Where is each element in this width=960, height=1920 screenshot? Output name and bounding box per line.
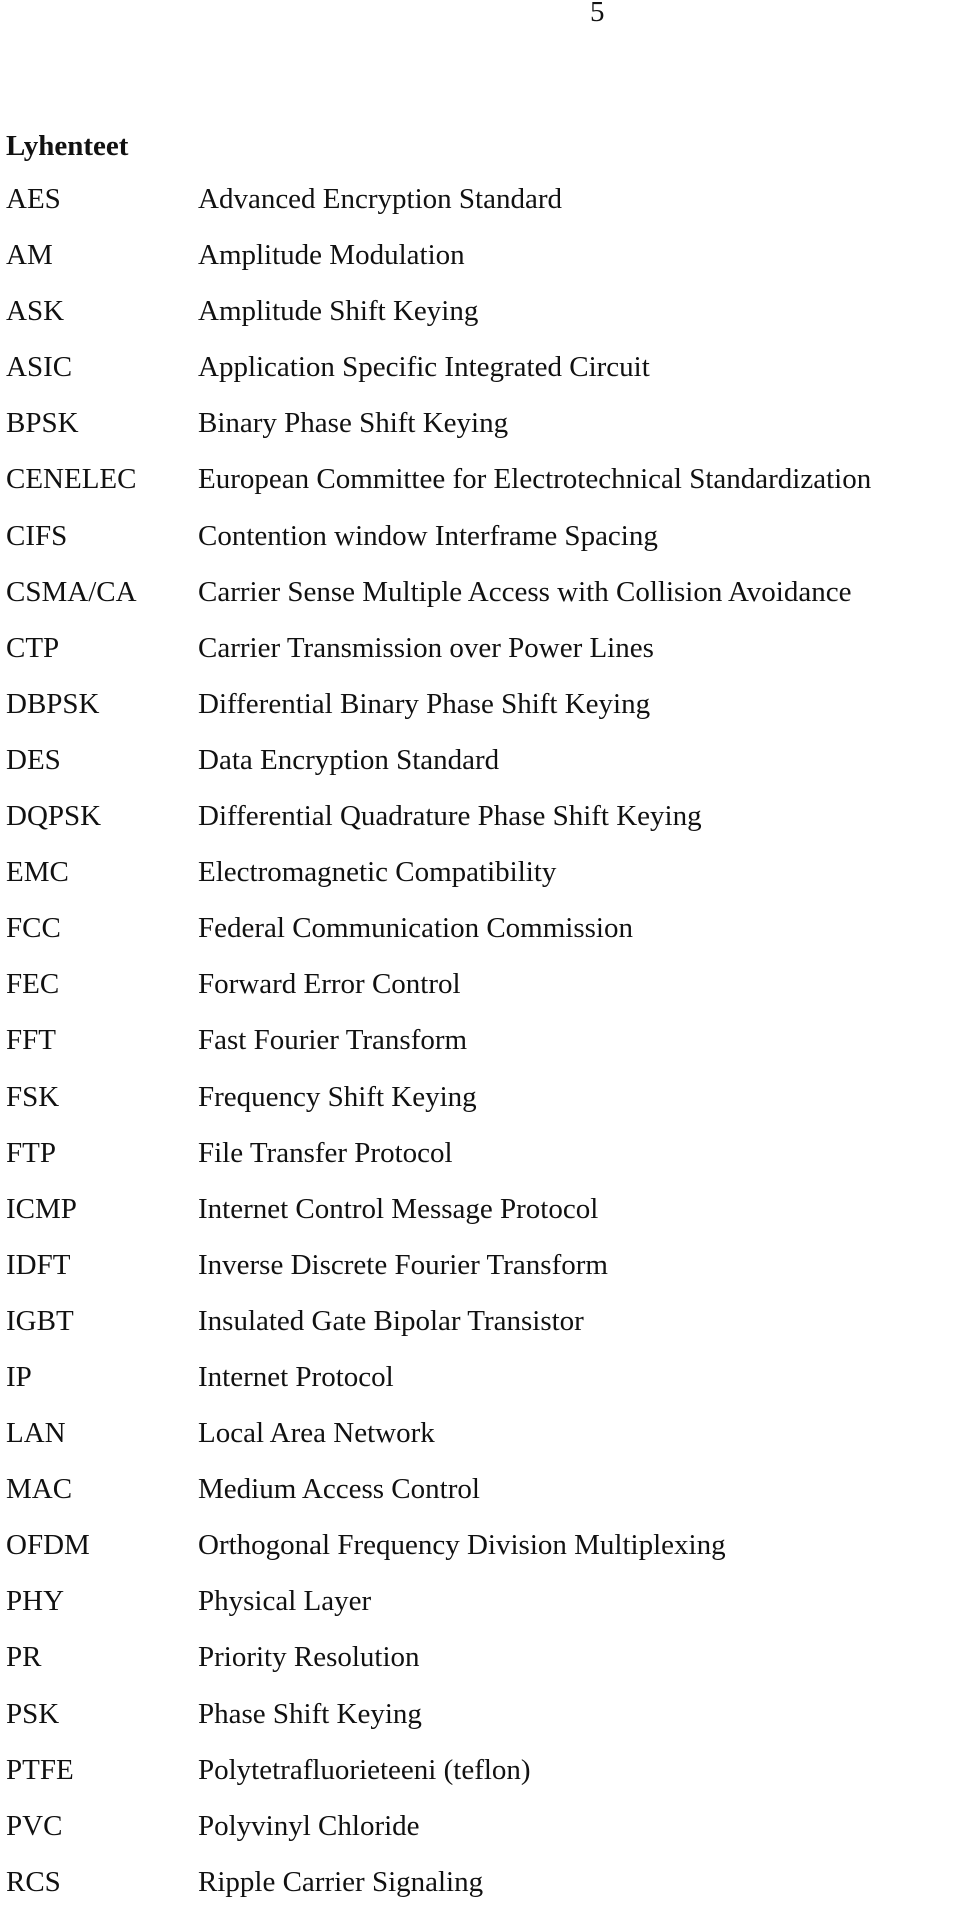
abbreviation-row — [6, 1527, 956, 1583]
abbreviation-definition: Local Area Network — [198, 1417, 435, 1450]
abbreviation-row — [6, 1247, 956, 1303]
abbreviation-definition: Electromagnetic Compatibility — [198, 856, 557, 889]
abbreviation-term: LAN — [6, 1417, 66, 1450]
abbreviation-term: PVC — [6, 1809, 63, 1842]
abbreviation-term: BPSK — [6, 407, 79, 440]
abbreviation-term: ASIC — [6, 351, 73, 384]
abbreviation-row — [6, 910, 956, 966]
abbreviation-definition: Orthogonal Frequency Division Multiplexing — [198, 1529, 726, 1562]
abbreviation-definition: Physical Layer — [198, 1585, 372, 1618]
abbreviation-row — [6, 518, 956, 574]
abbreviation-definition: Priority Resolution — [198, 1641, 420, 1674]
abbreviation-definition: Federal Communication Commission — [198, 912, 633, 945]
abbreviation-row — [6, 686, 956, 742]
abbreviation-term: RCS — [6, 1865, 61, 1898]
abbreviation-term: FTP — [6, 1136, 56, 1169]
abbreviation-row — [6, 742, 956, 798]
abbreviation-row — [6, 630, 956, 686]
abbreviation-list — [6, 181, 956, 1920]
abbreviation-row — [6, 1808, 956, 1864]
abbreviation-row — [6, 966, 956, 1022]
abbreviation-row — [6, 854, 956, 910]
abbreviation-term: ICMP — [6, 1192, 77, 1225]
abbreviation-term: DES — [6, 743, 61, 776]
abbreviation-row — [6, 1022, 956, 1078]
abbreviation-term: IP — [6, 1360, 32, 1393]
abbreviation-row — [6, 1864, 956, 1920]
abbreviation-row — [6, 1639, 956, 1695]
abbreviation-row — [6, 1079, 956, 1135]
abbreviation-row — [6, 574, 956, 630]
abbreviation-definition: Fast Fourier Transform — [198, 1024, 468, 1057]
abbreviation-definition: Inverse Discrete Fourier Transform — [198, 1248, 608, 1281]
abbreviation-term: DQPSK — [6, 800, 102, 833]
abbreviation-term: IDFT — [6, 1248, 71, 1281]
abbreviation-row — [6, 1135, 956, 1191]
abbreviation-term: CENELEC — [6, 463, 137, 496]
abbreviation-row — [6, 798, 956, 854]
abbreviation-definition: Carrier Sense Multiple Access with Collision Avoidance — [198, 575, 852, 608]
abbreviation-definition: Contention window Interframe Spacing — [198, 519, 658, 552]
abbreviation-row — [6, 1191, 956, 1247]
abbreviation-term: FFT — [6, 1024, 56, 1057]
abbreviation-row — [6, 1415, 956, 1471]
abbreviation-term: DBPSK — [6, 687, 100, 720]
abbreviation-term: CIFS — [6, 519, 68, 552]
abbreviation-term: MAC — [6, 1473, 73, 1506]
abbreviation-row — [6, 461, 956, 517]
abbreviation-definition: Internet Control Message Protocol — [198, 1192, 599, 1225]
abbreviation-term: AM — [6, 239, 53, 272]
page-number: 5 — [590, 0, 605, 28]
abbreviation-definition: Polytetrafluorieteeni (teflon) — [198, 1753, 531, 1786]
abbreviation-term: EMC — [6, 856, 69, 889]
abbreviation-definition: Insulated Gate Bipolar Transistor — [198, 1304, 584, 1337]
abbreviation-term: FSK — [6, 1080, 60, 1113]
abbreviation-term: CSMA/CA — [6, 575, 137, 608]
abbreviation-row — [6, 1471, 956, 1527]
abbreviation-row — [6, 1583, 956, 1639]
abbreviation-definition: Polyvinyl Chloride — [198, 1809, 420, 1842]
abbreviation-row — [6, 237, 956, 293]
abbreviation-definition: European Committee for Electrotechnical Standardization — [198, 463, 872, 496]
abbreviation-definition: Differential Quadrature Phase Shift Keying — [198, 800, 702, 833]
abbreviation-definition: Amplitude Shift Keying — [198, 295, 479, 328]
abbreviation-term: PSK — [6, 1697, 60, 1730]
abbreviation-term: PR — [6, 1641, 42, 1674]
abbreviation-row — [6, 349, 956, 405]
abbreviation-definition: Carrier Transmission over Power Lines — [198, 631, 654, 664]
abbreviation-term: PHY — [6, 1585, 65, 1618]
abbreviation-term: IGBT — [6, 1304, 74, 1337]
abbreviation-definition: Application Specific Integrated Circuit — [198, 351, 650, 384]
abbreviation-term: CTP — [6, 631, 60, 664]
abbreviation-definition: Differential Binary Phase Shift Keying — [198, 687, 651, 720]
abbreviation-term: FCC — [6, 912, 61, 945]
abbreviation-row — [6, 405, 956, 461]
abbreviation-definition: Binary Phase Shift Keying — [198, 407, 509, 440]
abbreviation-row — [6, 181, 956, 237]
abbreviation-definition: Forward Error Control — [198, 968, 461, 1001]
abbreviation-definition: File Transfer Protocol — [198, 1136, 453, 1169]
abbreviation-row — [6, 1303, 956, 1359]
abbreviation-definition: Amplitude Modulation — [198, 239, 465, 272]
abbreviation-definition: Data Encryption Standard — [198, 743, 500, 776]
abbreviation-row — [6, 293, 956, 349]
abbreviation-term: OFDM — [6, 1529, 90, 1562]
abbreviation-definition: Frequency Shift Keying — [198, 1080, 477, 1113]
abbreviation-definition: Phase Shift Keying — [198, 1697, 422, 1730]
abbreviation-definition: Ripple Carrier Signaling — [198, 1865, 484, 1898]
abbreviation-definition: Internet Protocol — [198, 1360, 394, 1393]
abbreviation-definition: Advanced Encryption Standard — [198, 183, 563, 215]
abbreviation-term: PTFE — [6, 1753, 74, 1786]
abbreviation-term: AES — [6, 183, 61, 215]
abbreviation-term: ASK — [6, 295, 65, 328]
abbreviation-definition: Medium Access Control — [198, 1473, 480, 1506]
section-heading: Lyhenteet — [6, 130, 129, 162]
abbreviation-row — [6, 1752, 956, 1808]
abbreviation-term: FEC — [6, 968, 60, 1001]
abbreviation-row — [6, 1359, 956, 1415]
abbreviation-row — [6, 1696, 956, 1752]
